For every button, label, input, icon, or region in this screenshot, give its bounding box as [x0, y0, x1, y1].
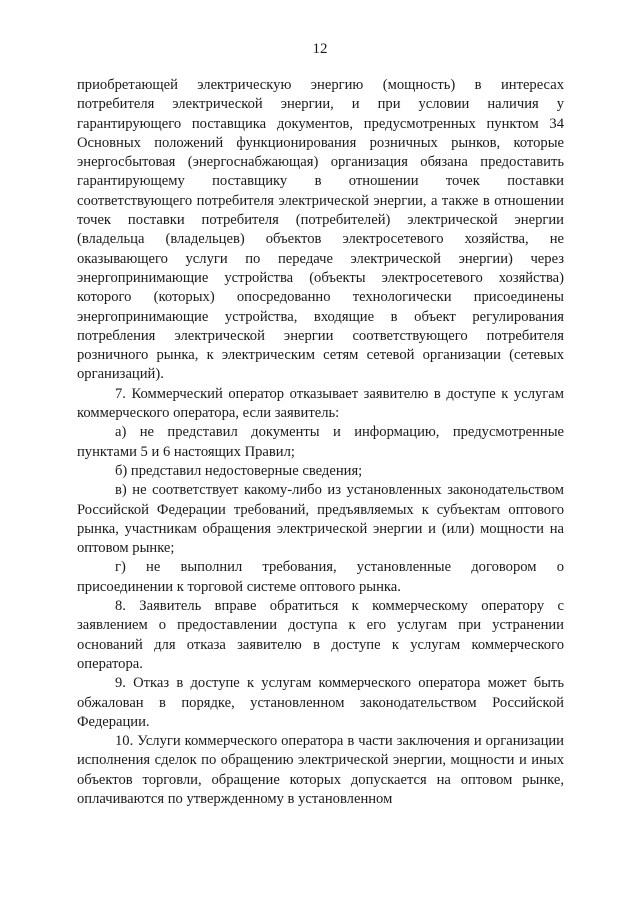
- paragraph-item-a: а) не представил документы и информацию, предусмотренные пунктами 5 и 6 настоящих Правил;: [77, 424, 564, 460]
- paragraph-clause-10: 10. Услуги коммерческого оператора в части заключения и организации исполнения сделок по обращению электрической энергии, мощности и иных объектов торговли, обращение которых допускается на оптовом рынке, оплачиваются по утвержденному в установленном: [77, 733, 564, 807]
- paragraph-clause-9: 9. Отказ в доступе к услугам коммерческого оператора может быть обжалован в порядке, установленном законодательством Российской Федерации.: [77, 675, 564, 730]
- paragraph-clause-7: 7. Коммерческий оператор отказывает заявителю в доступе к услугам коммерческого оператора, если заявитель:: [77, 385, 564, 422]
- paragraph-item-g: г) не выполнил требования, установленные договором о присоединении к торговой системе оптового рынка.: [77, 559, 564, 595]
- paragraph-item-b: б) представил недостоверные сведения;: [115, 462, 363, 479]
- document-body: [77, 76, 564, 809]
- paragraph-clause-8: 8. Заявитель вправе обратиться к коммерческому оператору с заявлением о предоставлении доступа к его услугам при устранении оснований для отказа заявителю в доступе к услугам коммерческого оператора.: [77, 598, 564, 672]
- paragraph-continuation: приобретающей электрическую энергию (мощность) в интересах потребителя электрической энергии, и при условии наличия у гарантирующего поставщика документов, предусмотренных пунктом 34 Основных положений функционирования розничных рынков, которые энергосбытовая (энергоснабжающая) организация обязана предоставить гарантирующему поставщику в отношении точек поставки соответствующего потребителя электрической энергии, а также в отношении точек поставки потребителя (потребителей) электрической энергии (владельца (владельцев) объектов электросетевого хозяйства, не оказывающего услуги по передаче электрической энергии) через энергопринимающие устройства (объекты электросетевого хозяйства) которого (которых) опосредованно технологически присоединены энергопринимающие устройства, входящие в объект регулирования потребления электрической энергии соответствующего потребителя розничного рынка, к электрическим сетям сетевой организации (сетевых организаций).: [77, 77, 564, 383]
- paragraph-item-v: в) не соответствует какому-либо из установленных законодательством Российской Федерации требований, предъявляемых к субъектам оптового рынка, участникам обращения электрической энергии и (или) мощности на оптовом рынке;: [77, 482, 564, 557]
- page-number: 12: [312, 41, 328, 57]
